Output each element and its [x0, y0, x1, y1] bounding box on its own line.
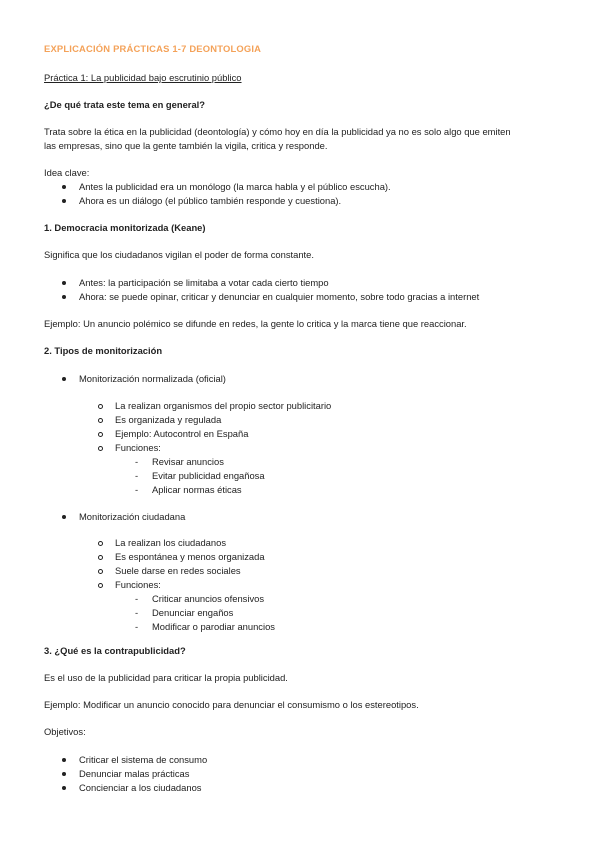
- document-title: EXPLICACIÓN PRÁCTICAS 1-7 DEONTOLOGIA: [44, 43, 262, 54]
- circle-bullet-icon: [98, 569, 103, 574]
- section3-paragraph: Es el uso de la publicidad para criticar la propia publicidad.: [44, 672, 288, 683]
- list-item: Aplicar normas éticas: [152, 484, 242, 495]
- heading-contrapublicidad: 3. ¿Qué es la contrapublicidad?: [44, 645, 186, 656]
- circle-bullet-icon: [98, 432, 103, 437]
- dash-bullet-icon: -: [135, 621, 139, 632]
- list-item: Denunciar engaños: [152, 607, 234, 618]
- list-item: Antes: la participación se limitaba a votar cada cierto tiempo: [79, 277, 329, 288]
- bullet-icon: [62, 281, 66, 285]
- list-item: Concienciar a los ciudadanos: [79, 782, 202, 793]
- idea-clave-label: Idea clave:: [44, 167, 90, 178]
- monitorizacion-normalizada-label: Monitorización normalizada (oficial): [79, 373, 226, 384]
- objetivos-label: Objetivos:: [44, 726, 86, 737]
- heading-democracia-monitorizada: 1. Democracia monitorizada (Keane): [44, 222, 206, 233]
- list-item: Modificar o parodiar anuncios: [152, 621, 275, 632]
- list-item: Revisar anuncios: [152, 456, 224, 467]
- list-item: Denunciar malas prácticas: [79, 768, 190, 779]
- circle-bullet-icon: [98, 555, 103, 560]
- list-item: Criticar anuncios ofensivos: [152, 593, 265, 604]
- list-item: La realizan los ciudadanos: [115, 537, 227, 548]
- list-item: Ejemplo: Autocontrol en España: [115, 428, 249, 439]
- list-item: Funciones:: [115, 579, 161, 590]
- dash-bullet-icon: -: [135, 593, 139, 604]
- circle-bullet-icon: [98, 418, 103, 423]
- dash-bullet-icon: -: [135, 470, 139, 481]
- bullet-icon: [62, 758, 66, 762]
- bullet-icon: [62, 199, 66, 203]
- dash-bullet-icon: -: [135, 484, 139, 495]
- bullet-icon: [62, 377, 66, 381]
- bullet-icon: [62, 185, 66, 189]
- dash-bullet-icon: -: [135, 607, 139, 618]
- list-item: Antes la publicidad era un monólogo (la marca habla y el público escucha).: [79, 181, 391, 192]
- dash-bullet-icon: -: [135, 456, 139, 467]
- section1-example: Ejemplo: Un anuncio polémico se difunde en redes, la gente lo critica y la marca tiene que reaccionar.: [44, 318, 467, 329]
- heading-general: ¿De qué trata este tema en general?: [44, 99, 205, 110]
- monitorizacion-ciudadana-label: Monitorización ciudadana: [79, 511, 186, 522]
- practice-subtitle: Práctica 1: La publicidad bajo escrutinio público: [44, 72, 242, 83]
- bullet-icon: [62, 786, 66, 790]
- list-item: Criticar el sistema de consumo: [79, 754, 208, 765]
- list-item: La realizan organismos del propio sector publicitario: [115, 400, 332, 411]
- circle-bullet-icon: [98, 404, 103, 409]
- bullet-icon: [62, 772, 66, 776]
- list-item: Funciones:: [115, 442, 161, 453]
- bullet-icon: [62, 515, 66, 519]
- section3-example: Ejemplo: Modificar un anuncio conocido para denunciar el consumismo o los estereotipos.: [44, 699, 419, 710]
- list-item: Es espontánea y menos organizada: [115, 551, 265, 562]
- list-item: Ahora es un diálogo (el público también responde y cuestiona).: [79, 195, 342, 206]
- circle-bullet-icon: [98, 583, 103, 588]
- circle-bullet-icon: [98, 446, 103, 451]
- list-item: Ahora: se puede opinar, criticar y denunciar en cualquier momento, sobre todo gracias a internet: [79, 291, 480, 302]
- section1-paragraph: Significa que los ciudadanos vigilan el poder de forma constante.: [44, 249, 314, 260]
- list-item: Evitar publicidad engañosa: [152, 470, 265, 481]
- list-item: Suele darse en redes sociales: [115, 565, 241, 576]
- circle-bullet-icon: [98, 541, 103, 546]
- bullet-icon: [62, 295, 66, 299]
- list-item: Es organizada y regulada: [115, 414, 222, 425]
- general-paragraph-line2: las empresas, sino que la gente también la vigila, critica y responde.: [44, 140, 328, 151]
- heading-tipos-monitorizacion: 2. Tipos de monitorización: [44, 345, 163, 356]
- general-paragraph-line1: Trata sobre la ética en la publicidad (deontología) y cómo hoy en día la publicidad ya no es solo algo que emiten: [44, 126, 511, 137]
